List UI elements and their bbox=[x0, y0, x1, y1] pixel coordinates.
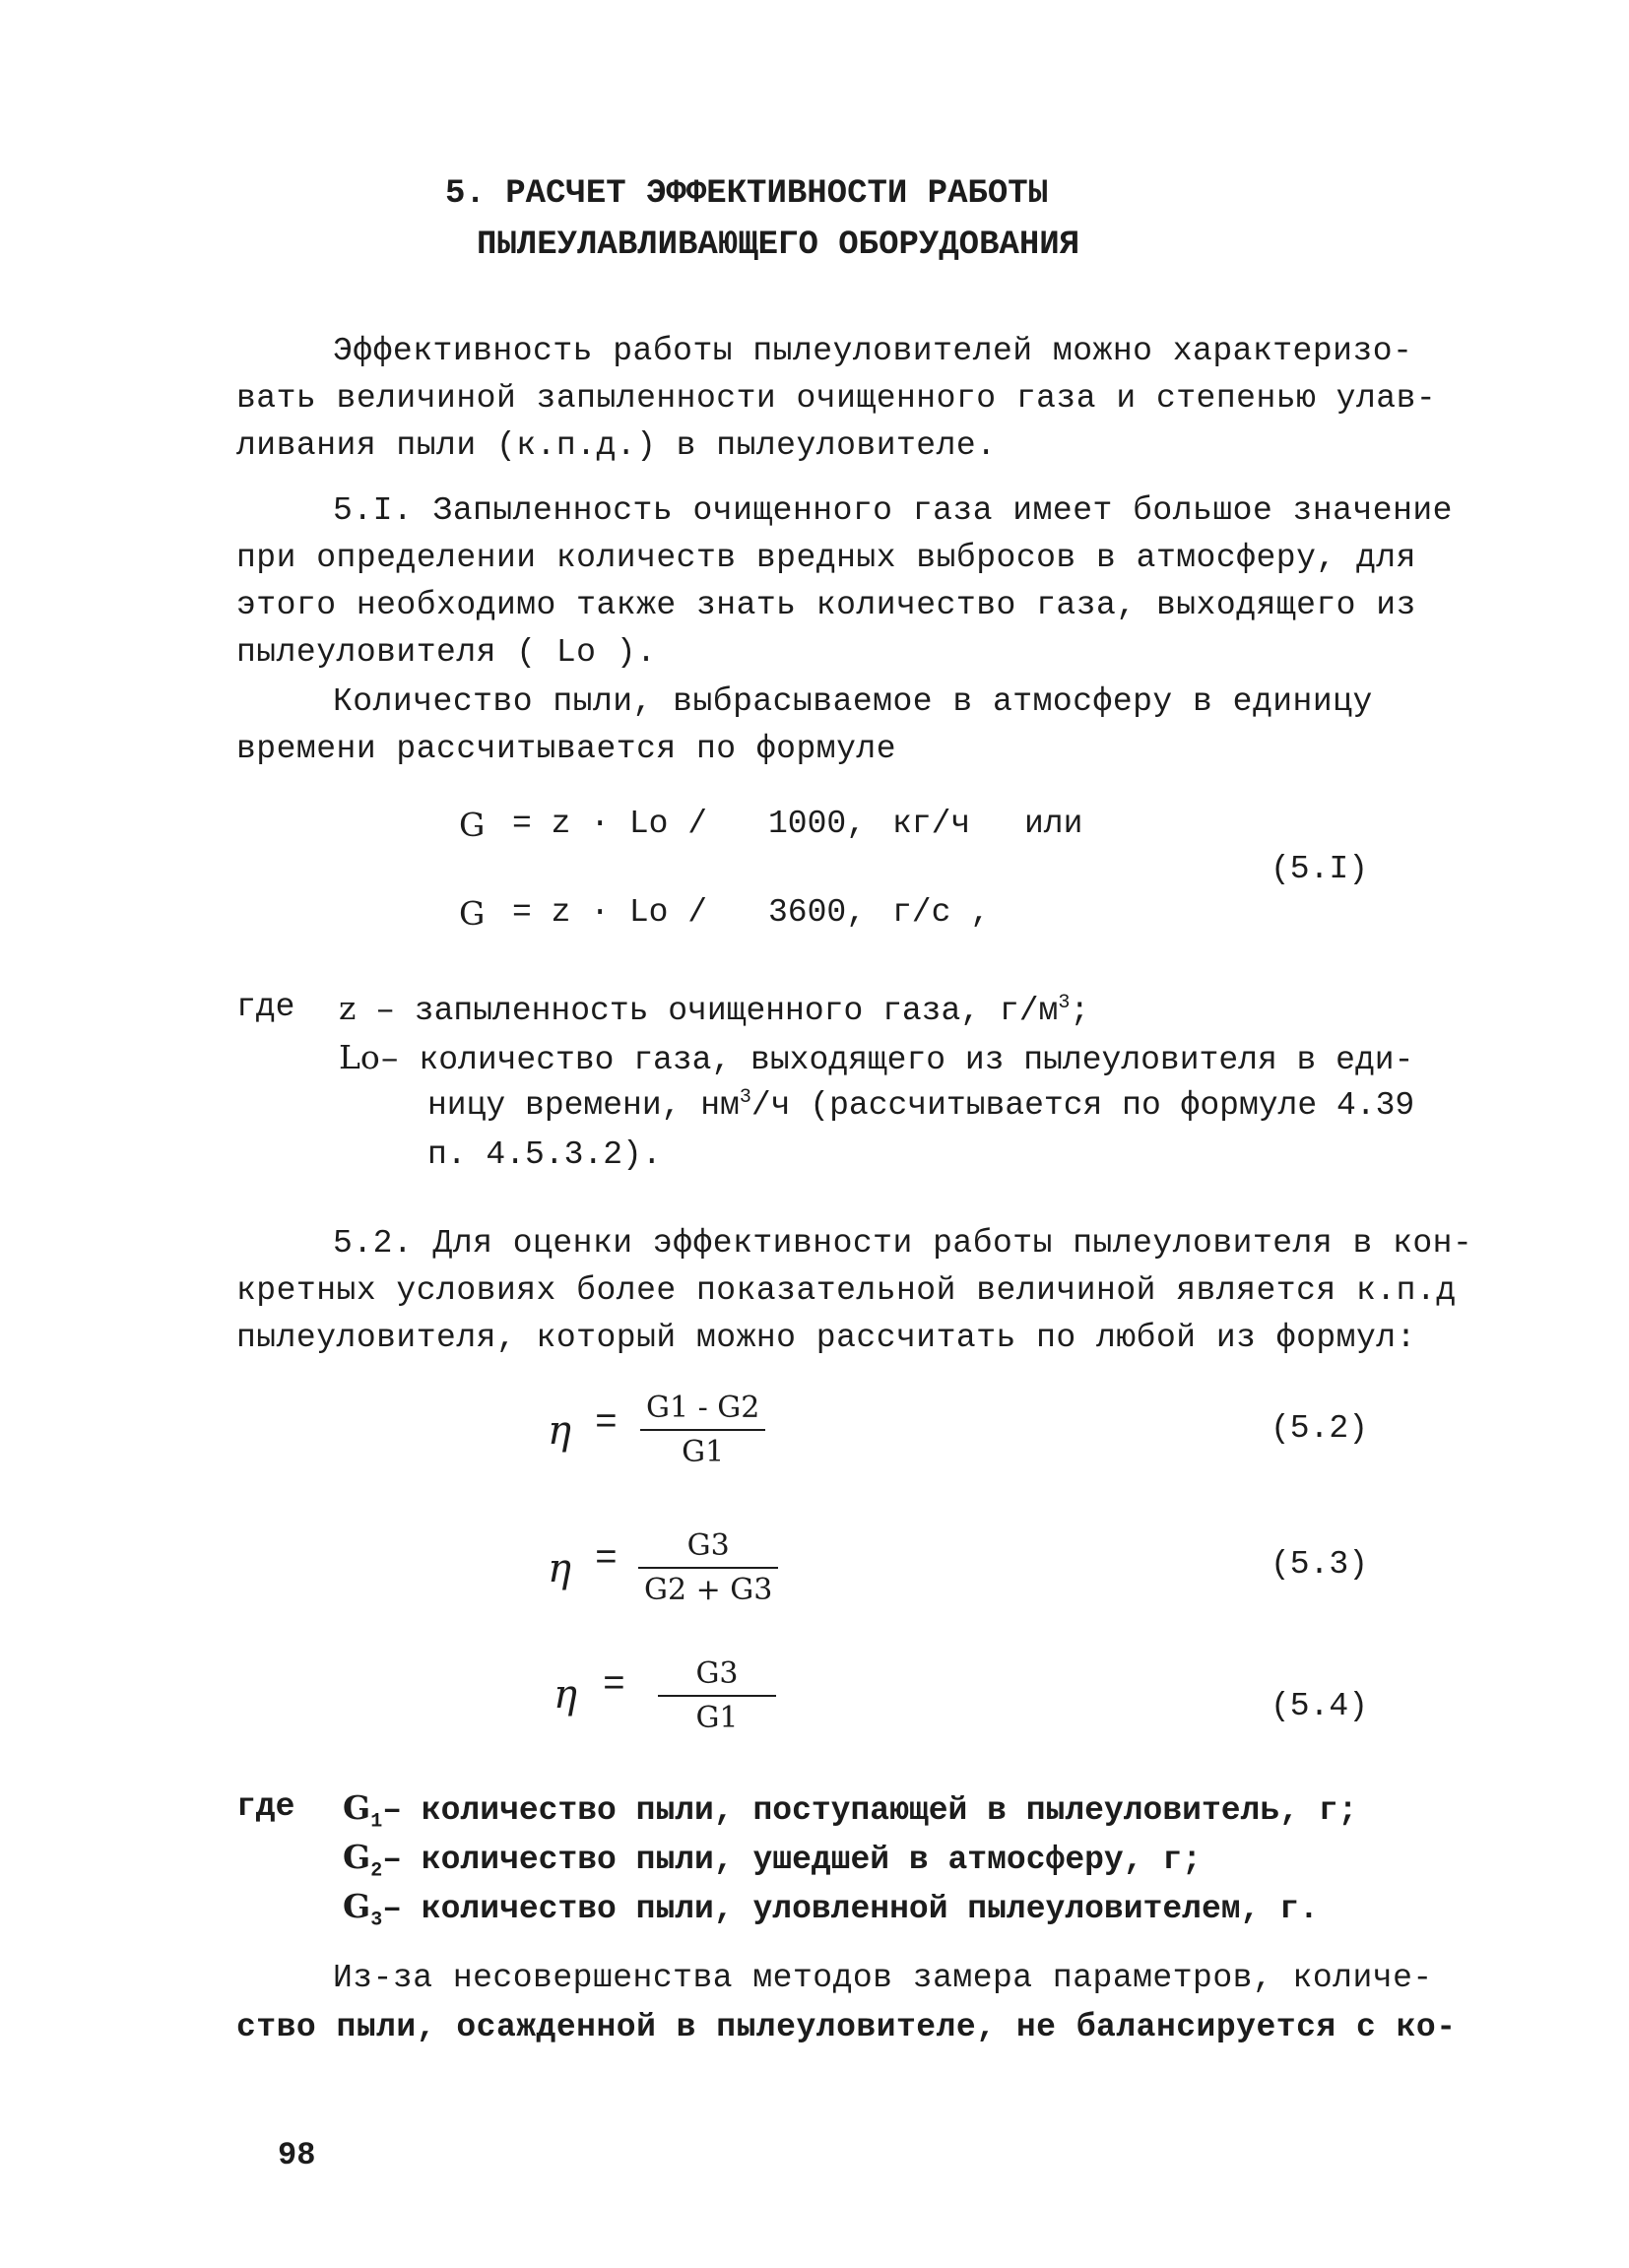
formula-5-1-or: или bbox=[1024, 806, 1083, 842]
definition: – количество газа, выходящего из пылеуловителя в еди- bbox=[379, 1042, 1414, 1078]
formula-5-1-lhs: G bbox=[459, 806, 486, 844]
subscript: 1 bbox=[370, 1810, 383, 1834]
definition: – количество пыли, ушедшей в атмосферу, г; bbox=[382, 1842, 1202, 1878]
formula-5-1-divisor: 1000, bbox=[768, 806, 867, 842]
fraction bbox=[640, 1391, 765, 1469]
definition-part: /ч (рассчитывается по формуле 4.39 bbox=[750, 1087, 1415, 1124]
paragraph-5-1-line: 5.I. Запыленность очищенного газа имеет большое значение bbox=[333, 492, 1453, 529]
equals-sign: = bbox=[603, 1664, 625, 1707]
page-number: 98 bbox=[278, 2137, 316, 2173]
intro-line: вать величиной запыленности очищенного газа и степенью улав- bbox=[236, 380, 1437, 417]
symbol: G bbox=[343, 1838, 371, 1876]
paragraph-5-2-line: 5.2. Для оценки эффективности работы пылеуловителя в кон- bbox=[333, 1225, 1473, 1262]
denominator: G2 + G3 bbox=[638, 1567, 778, 1607]
punctuation: ; bbox=[1070, 993, 1090, 1029]
numerator: G1 - G2 bbox=[646, 1391, 760, 1425]
eta-symbol: η bbox=[548, 1546, 571, 1591]
eta-symbol: η bbox=[554, 1672, 577, 1717]
where-item-lo-continuation: п. 4.5.3.2). bbox=[427, 1136, 662, 1173]
superscript: 3 bbox=[1058, 992, 1071, 1014]
denominator: G1 bbox=[640, 1429, 765, 1469]
symbol: Lo bbox=[339, 1038, 380, 1076]
where-item-g3 bbox=[343, 1887, 1319, 1932]
symbol: G bbox=[343, 1788, 371, 1827]
where-word: где bbox=[236, 989, 295, 1025]
symbol: z bbox=[339, 989, 357, 1027]
definition: – запыленность очищенного газа, г/м bbox=[356, 993, 1059, 1029]
symbol: G bbox=[343, 1887, 371, 1925]
intro-line: ливания пыли (к.п.д.) в пылеуловителе. bbox=[236, 427, 997, 464]
formula-5-1-unit: кг/ч bbox=[892, 806, 971, 842]
superscript: 3 bbox=[739, 1086, 751, 1109]
equation-number: (5.I) bbox=[1271, 851, 1369, 887]
paragraph-5-1b-line: Количество пыли, выбрасываемое в атмосферу в единицу bbox=[333, 683, 1373, 720]
where-item-lo bbox=[339, 1038, 1413, 1078]
final-paragraph-line: Из-за несовершенства методов замера параметров, количе- bbox=[333, 1960, 1433, 1996]
definition: – количество пыли, уловленной пылеуловителем, г. bbox=[382, 1891, 1319, 1927]
numerator: G3 bbox=[695, 1656, 739, 1691]
equation-number: (5.4) bbox=[1271, 1688, 1369, 1724]
equation-number: (5.3) bbox=[1271, 1546, 1369, 1583]
formula-5-1-expr: = z · Lo / bbox=[512, 806, 708, 842]
paragraph-5-1-line: при определении количеств вредных выбросов в атмосферу, для bbox=[236, 540, 1416, 576]
paragraph-5-1b-line: времени рассчитывается по формуле bbox=[236, 731, 897, 767]
numerator: G3 bbox=[686, 1528, 730, 1563]
paragraph-5-1-line: пылеуловителя ( Lo ). bbox=[236, 634, 657, 671]
section-title-line-2: ПЫЛЕУЛАВЛИВАЮЩЕГО ОБОРУДОВАНИЯ bbox=[477, 227, 1080, 264]
where-word: где bbox=[236, 1788, 295, 1825]
formula-5-1-divisor: 3600, bbox=[768, 894, 867, 931]
where-item-g2 bbox=[343, 1838, 1202, 1883]
eta-symbol: η bbox=[548, 1408, 571, 1454]
fraction bbox=[638, 1528, 778, 1607]
intro-line: Эффективность работы пылеуловителей можно характеризо- bbox=[333, 333, 1413, 369]
final-paragraph-line: ство пыли, осажденной в пылеуловителе, не балансируется с ко- bbox=[236, 2009, 1457, 2045]
definition-part: ницу времени, нм bbox=[427, 1087, 740, 1124]
section-title-line-1: 5. РАСЧЕТ ЭФФЕКТИВНОСТИ РАБОТЫ bbox=[445, 175, 1049, 213]
definition: – количество пыли, поступающей в пылеуловитель, г; bbox=[382, 1792, 1358, 1829]
fraction bbox=[658, 1656, 776, 1735]
where-item-z bbox=[339, 989, 1089, 1029]
equation-number: (5.2) bbox=[1271, 1410, 1369, 1447]
paragraph-5-2-line: кретных условиях более показательной величиной является к.п.д bbox=[236, 1272, 1457, 1309]
where-item-g1 bbox=[343, 1788, 1358, 1834]
equals-sign: = bbox=[595, 1538, 618, 1581]
subscript: 3 bbox=[370, 1909, 383, 1932]
formula-5-1-expr: = z · Lo / bbox=[512, 894, 708, 931]
formula-5-1-unit: г/с , bbox=[892, 894, 991, 931]
subscript: 2 bbox=[370, 1859, 383, 1883]
formula-5-1-lhs: G bbox=[459, 894, 486, 933]
equals-sign: = bbox=[595, 1402, 618, 1445]
where-item-lo-continuation bbox=[427, 1087, 1414, 1124]
paragraph-5-2-line: пылеуловителя, который можно рассчитать по любой из формул: bbox=[236, 1320, 1416, 1356]
denominator: G1 bbox=[658, 1695, 776, 1735]
paragraph-5-1-line: этого необходимо также знать количество газа, выходящего из bbox=[236, 587, 1416, 623]
